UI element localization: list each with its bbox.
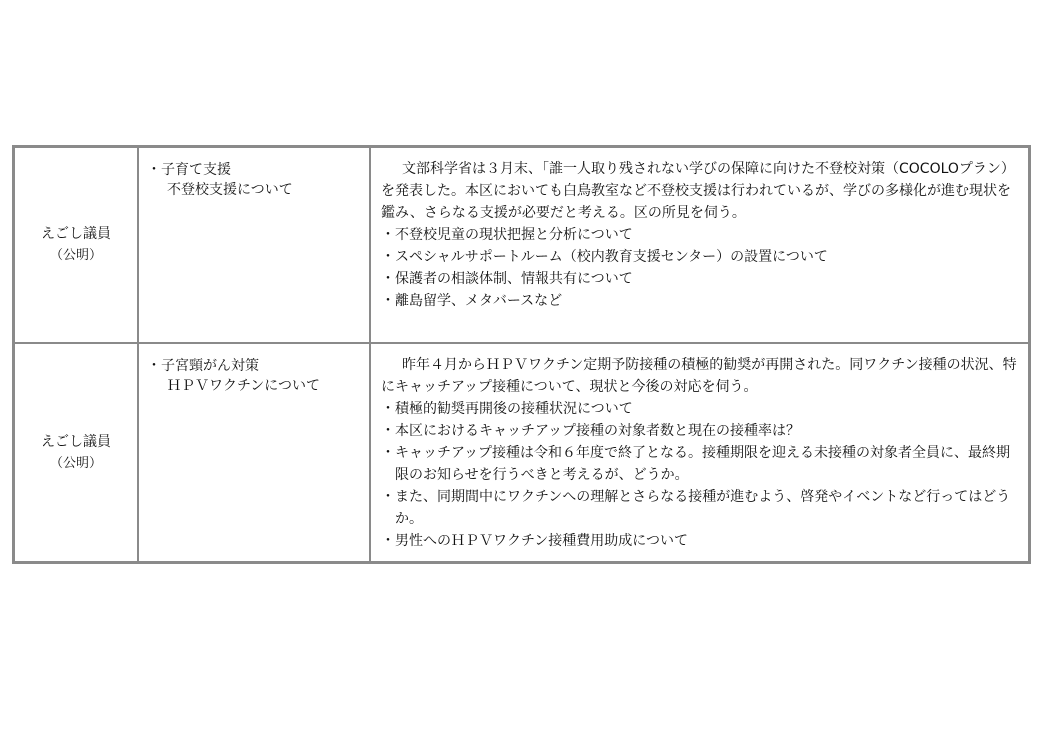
- subject-subtitle: 不登校支援について: [167, 182, 293, 198]
- table-row: [14, 147, 1030, 344]
- content-cell: [370, 343, 1030, 563]
- bullet-item: ・離島留学、メタバースなど: [381, 293, 563, 309]
- subject-subtitle: ＨＰＶワクチンについて: [167, 378, 321, 394]
- member-name: えごし議員: [41, 226, 111, 242]
- member-party: （公明）: [49, 248, 102, 263]
- content-intro: 昨年４月からＨＰＶワクチン定期予防接種の積極的勧奨が再開された。同ワクチン接種の状況、特にキャッチアップ接種について、現状と今後の対応を伺う。: [381, 357, 1017, 395]
- questions-table: [12, 145, 1031, 564]
- bullet-item: ・また、同期間中にワクチンへの理解とさらなる接種が進むよう、啓発やイベントなど行ってはどうか。: [381, 489, 1011, 527]
- member-cell: [14, 147, 139, 344]
- bullet-item: ・本区におけるキャッチアップ接種の対象者数と現在の接種率は？: [381, 423, 801, 439]
- subject-cell: [138, 147, 370, 344]
- member-cell: [14, 343, 139, 563]
- member-party: （公明）: [49, 455, 102, 471]
- bullet-item: ・積極的勧奨再開後の接種状況について: [381, 401, 633, 417]
- member-name: えごし議員: [41, 433, 111, 450]
- content-cell: [370, 147, 1030, 344]
- bullet-item: ・スペシャルサポートルーム（校内教育支援センター）の設置について: [381, 249, 828, 265]
- bullet-item: ・不登校児童の現状把握と分析について: [381, 227, 633, 243]
- bullet-item: ・キャッチアップ接種は令和６年度で終了となる。接種期限を迎える未接種の対象者全員に、最終期限のお知らせを行うべきと考えるが、どうか。: [381, 445, 1011, 483]
- bullet-item: ・男性へのＨＰＶワクチン接種費用助成について: [381, 533, 689, 549]
- table-row: [14, 343, 1030, 563]
- subject-title: ・子宮頸がん対策: [147, 358, 259, 374]
- subject-cell: [138, 343, 370, 563]
- bullet-item: ・保護者の相談体制、情報共有について: [381, 271, 633, 287]
- subject-title: ・子育て支援: [147, 162, 231, 178]
- content-intro: 文部科学省は３月末、「誰一人取り残されない学びの保障に向けた不登校対策（COCOLOプラン）を発表した。本区においても白鳥教室など不登校支援は行われているが、学びの多様化が進む現状を鑑み、さらなる支援が必要だと考える。区の所見を伺う。: [381, 161, 1015, 221]
- content-bullets: [381, 224, 1020, 312]
- content-bullets: [381, 398, 1020, 552]
